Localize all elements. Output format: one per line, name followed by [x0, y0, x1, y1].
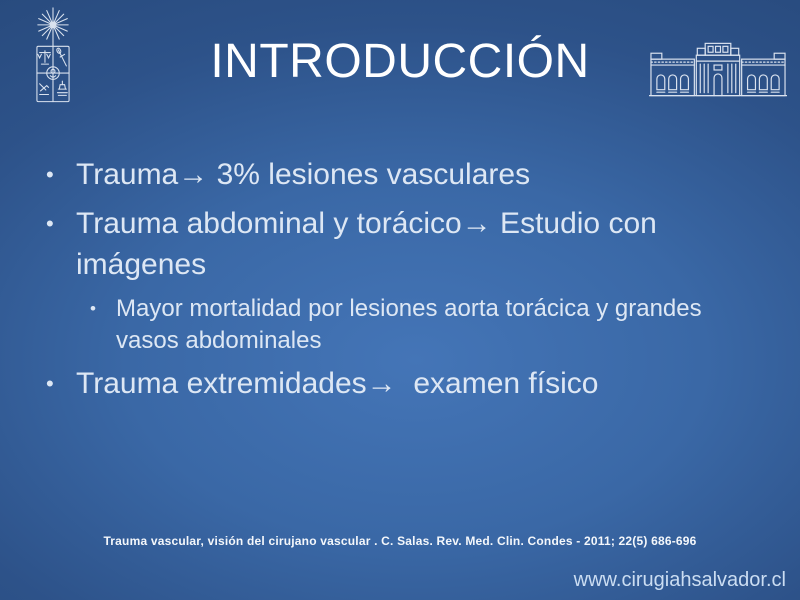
website-link[interactable]: www.cirugiahsalvador.cl [573, 569, 786, 591]
slide-title: INTRODUCCIÓN [210, 35, 590, 88]
bullet-text: Trauma extremidades→ examen físico [76, 367, 599, 400]
bullet-text: Mayor mortalidad por lesiones aorta torácica y grandes vasos abdominales [116, 295, 709, 354]
bullet-marker: • [46, 371, 54, 396]
bullet-marker: • [46, 211, 54, 236]
reference-citation: Trauma vascular, visión del cirujano vascular . C. Salas. Rev. Med. Clin. Condes - 2011; 22(5) 686-696 [103, 534, 697, 548]
bullet-marker: • [90, 299, 96, 318]
sub-bullet-item [90, 293, 746, 357]
hospital-building-icon [649, 38, 787, 100]
bullet-item-1 [46, 154, 746, 195]
bullet-item-2 [46, 203, 746, 285]
bullet-text: Trauma→ 3% lesiones vasculares [76, 158, 531, 191]
bullet-item-3 [46, 363, 746, 404]
bullet-list [46, 154, 746, 412]
bullet-text: Trauma abdominal y torácico→ Estudio con imágenes [76, 207, 666, 281]
bullet-marker: • [46, 162, 54, 187]
